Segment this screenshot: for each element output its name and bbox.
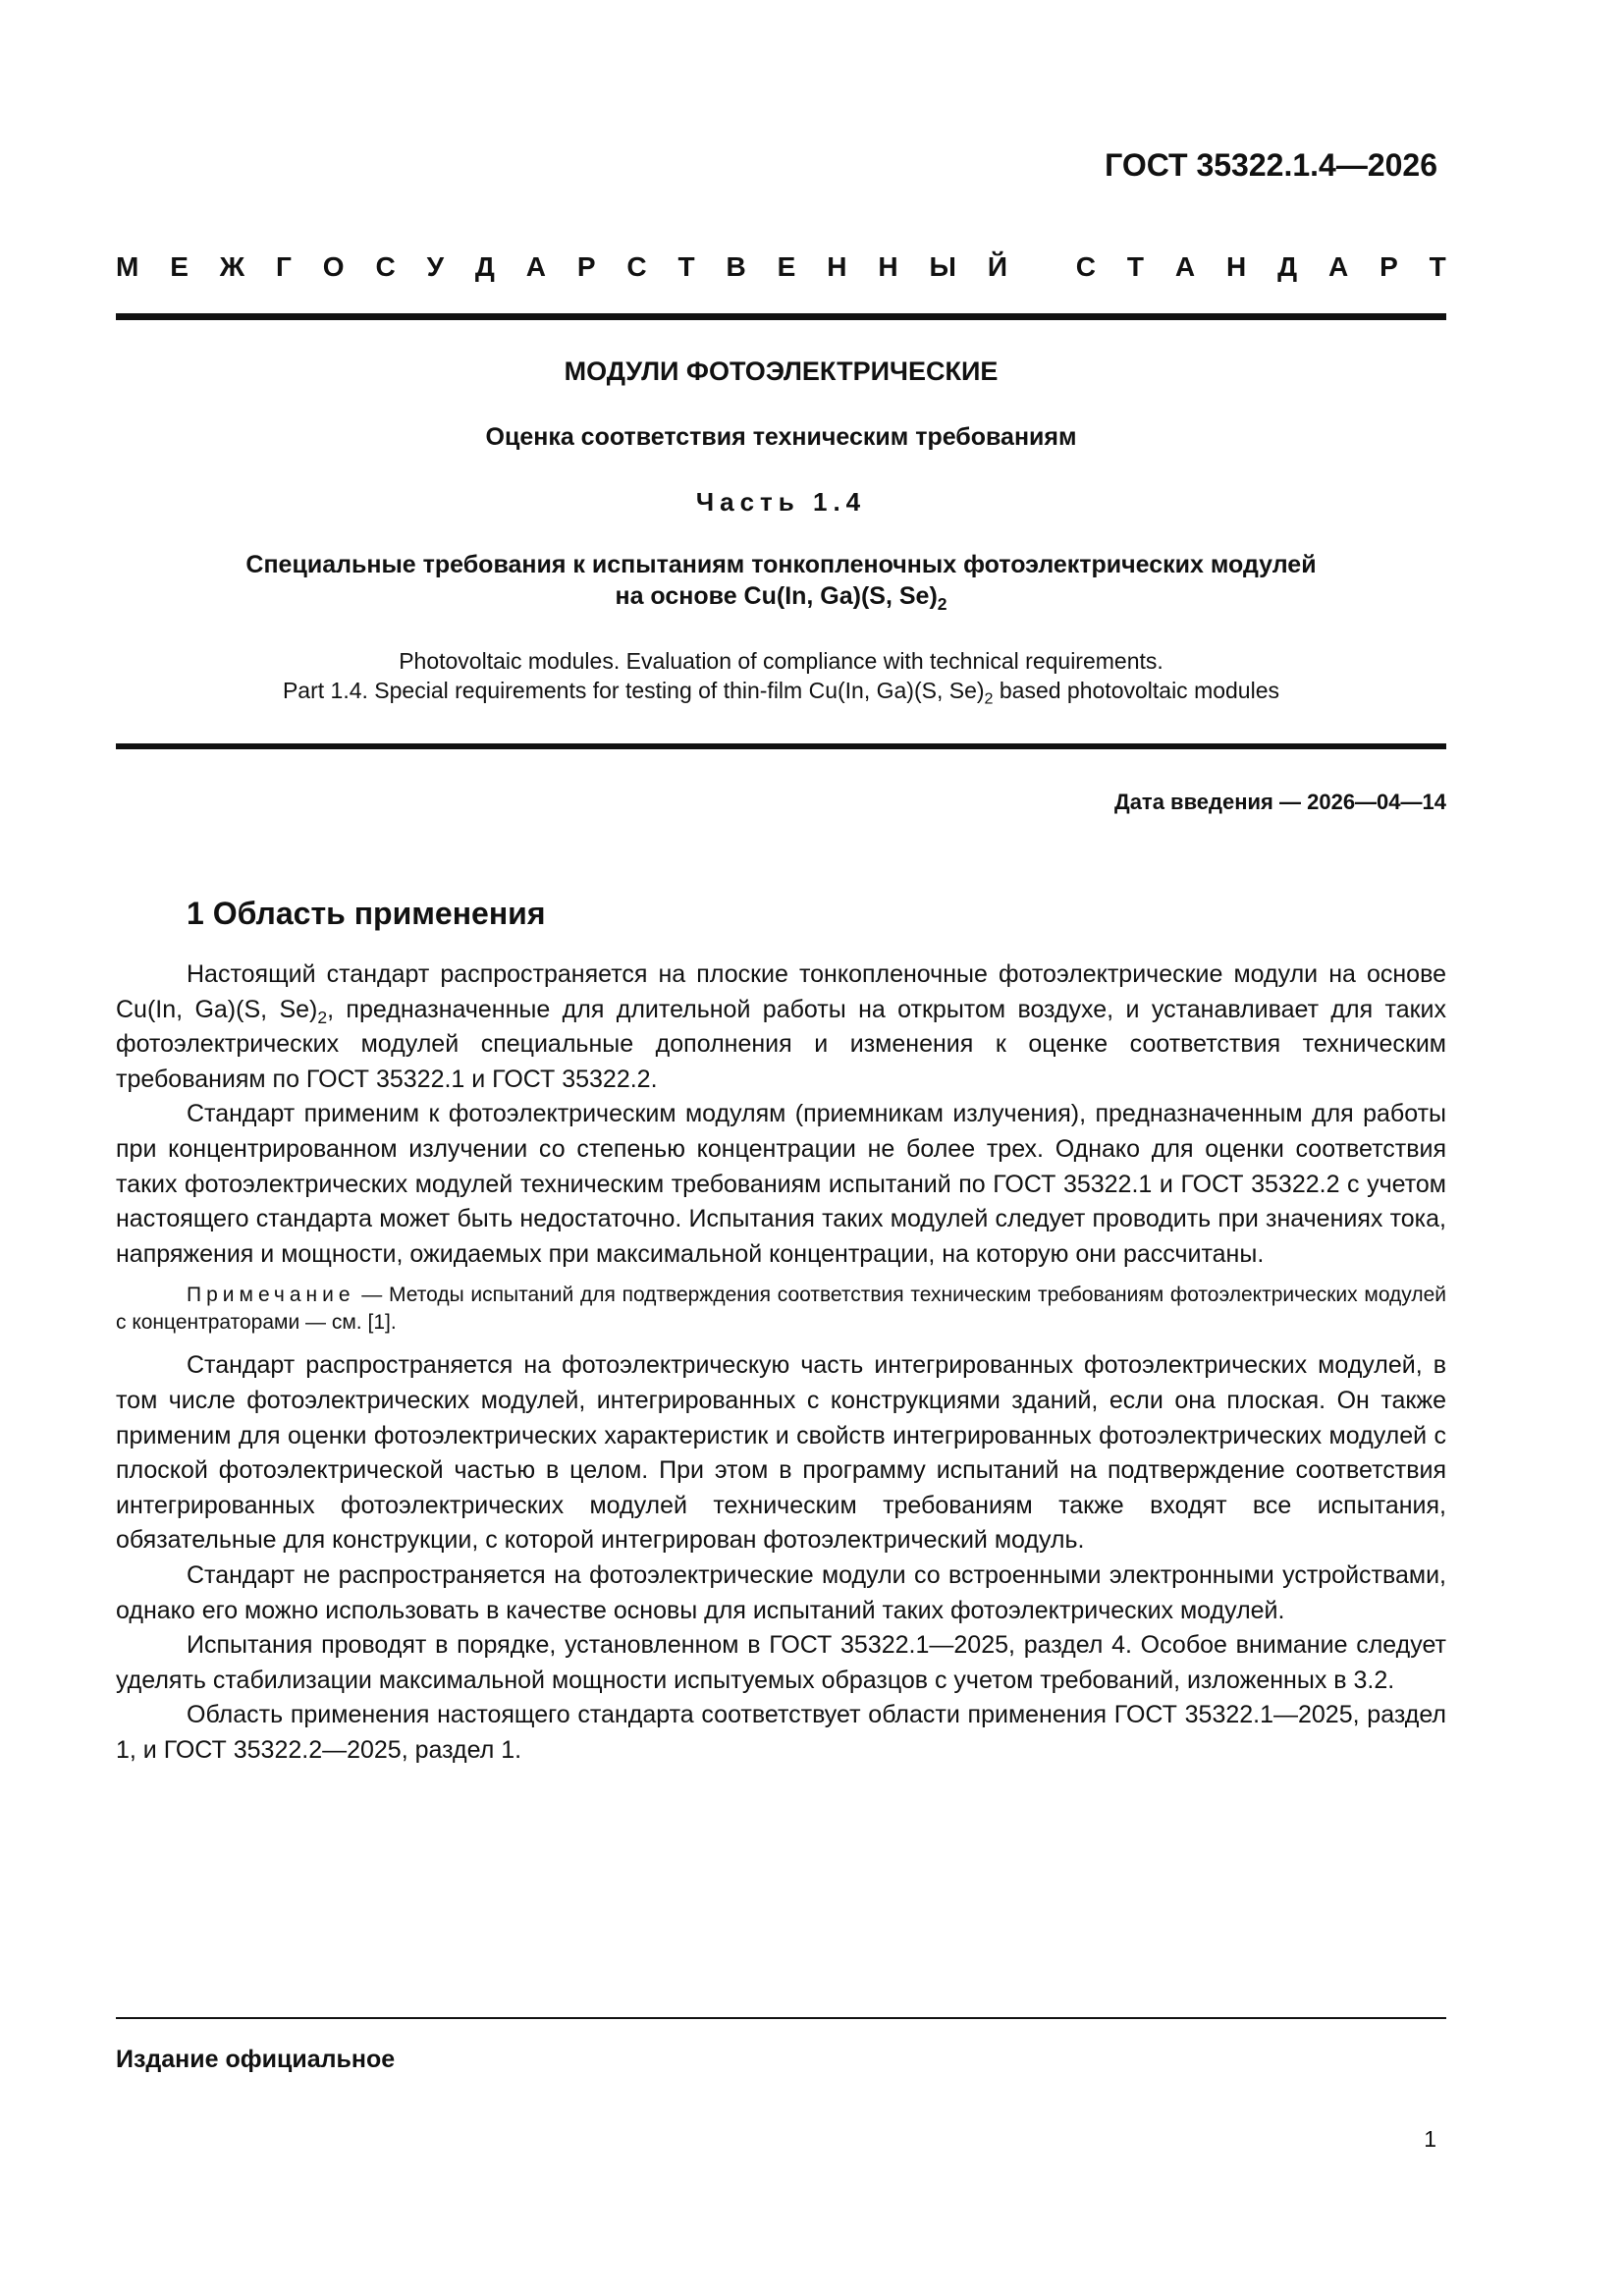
title-special	[116, 549, 1446, 615]
title-special-line2: на основе Cu(In, Ga)(S, $Se)_2$	[615, 582, 947, 615]
title-english	[116, 646, 1446, 708]
title-english-line1: Photovoltaic modules. Evaluation of compliance with technical requirements.	[399, 648, 1163, 674]
banner-letter: Н	[827, 251, 847, 282]
banner-letter: Р	[576, 251, 596, 282]
note	[116, 1282, 1446, 1337]
banner-letter: М	[116, 251, 139, 282]
banner-letter: Т	[1126, 251, 1144, 282]
banner-letter: Т	[1429, 251, 1446, 282]
footer-divider	[116, 2017, 1446, 2019]
banner-letter: Г	[276, 251, 292, 282]
section-heading: 1 Область применения	[187, 896, 546, 931]
banner-letter: Ж	[219, 251, 245, 282]
paragraph: Стандарт не распространяется на фотоэлектрические модули со встроенными электронными устройствами, однако его можно использовать в качестве основы для испытаний таких фотоэлектрических модулей.	[116, 1560, 1446, 1624]
banner-letter: Е	[170, 251, 189, 282]
banner-letter: О	[322, 251, 345, 282]
top-divider	[116, 313, 1446, 320]
banner-letter: Н	[878, 251, 898, 282]
banner-letter: С	[375, 251, 396, 282]
title-part: Часть 1.4	[695, 487, 867, 517]
paragraph: Область применения настоящего стандарта соответствует области применения ГОСТ 35322.1—2025, раздел 1, и ГОСТ 35322.2—2025, раздел 1.	[116, 1701, 1446, 1764]
title-divider	[116, 743, 1446, 749]
banner-letter: А	[1174, 251, 1196, 282]
banner-letter: С	[626, 251, 647, 282]
page-number: 1	[1424, 2126, 1436, 2152]
banner-letter: Т	[677, 251, 695, 282]
title-special-line1: Специальные требования к испытаниям тонкопленочных фотоэлектрических модулей	[245, 551, 1317, 578]
title-main: МОДУЛИ ФОТОЭЛЕКТРИЧЕСКИЕ	[564, 356, 999, 386]
banner-letter: Д	[1277, 251, 1298, 282]
interstate-standard-banner	[116, 251, 1446, 283]
paragraph: Настоящий стандарт распространяется на плоские тонкопленочные фотоэлектрические модули на основе Cu(In, Ga)(S, $Se)_2$, предназначенные для длительной работы на открытом воздухе, и устанавливает для таких фотоэлектрических модулей специальные дополнения и изменения к оценке соответствия техническим требованиям по ГОСТ 35322.1 и ГОСТ 35322.2.	[116, 960, 1446, 1093]
banner-letter: А	[525, 251, 546, 282]
title-sub: Оценка соответствия техническим требованиям	[485, 423, 1077, 451]
banner-letter: С	[1075, 251, 1096, 282]
title-english-line2: Part 1.4. Special requirements for testing of thin-film Cu(In, Ga)(S, $Se)_2$ based photovoltaic modules	[282, 678, 1280, 708]
paragraph: Испытания проводят в порядке, установленном в ГОСТ 35322.1—2025, раздел 4. Особое внимание следует уделять стабилизации максимальной мощности испытуемых образцов с учетом требований, изложенных в 3.2.	[116, 1631, 1446, 1694]
banner-letter: Й	[987, 251, 1007, 282]
banner-letter: Е	[777, 251, 796, 282]
paragraph: Стандарт распространяется на фотоэлектрическую часть интегрированных фотоэлектрических модулей, в том числе фотоэлектрических модулей, интегрированных с конструкциями зданий, если она плоская. Он также применим для оценки фотоэлектрических характеристик и свойств интегрированных фотоэлектрических модулей с плоской фотоэлектрической частью в целом. При этом в программу испытаний на подтверждение соответствия интегрированных фотоэлектрических модулей техническим требованиям также входят все испытания, обязательные для конструкции, с которой интегрирован фотоэлектрический модуль.	[116, 1351, 1446, 1555]
introduction-date: Дата введения — 2026—04—14	[1114, 790, 1446, 814]
official-edition: Издание официальное	[116, 2046, 396, 2073]
banner-letter: У	[426, 251, 444, 282]
banner-letter: Д	[474, 251, 495, 282]
banner-letter: Н	[1225, 251, 1247, 282]
banner-letter: Р	[1380, 251, 1398, 282]
paragraph: Стандарт применим к фотоэлектрическим модулям (приемникам излучения), предназначенным для работы при концентрированном излучении со степенью концентрации не более трех. Однако для оценки соответствия таких фотоэлектрических модулей техническим требованиям испытаний по ГОСТ 35322.1 и ГОСТ 35322.2 с учетом настоящего стандарта может быть недостаточно. Испытания таких модулей следует проводить при значениях тока, напряжения и мощности, ожидаемых при максимальной концентрации, на которую они рассчитаны.	[116, 1100, 1446, 1268]
banner-letter: В	[726, 251, 746, 282]
note-label: Примечание	[187, 1284, 355, 1307]
section-body	[116, 957, 1446, 1768]
word-gap	[1039, 251, 1045, 283]
document-number: ГОСТ 35322.1.4—2026	[1105, 147, 1437, 183]
banner-letter: А	[1327, 251, 1349, 282]
banner-letter: Ы	[929, 251, 956, 282]
note-text: — Методы испытаний для подтверждения соответствия техническим требованиям фотоэлектрических модулей с концентраторами — см. [1].	[116, 1284, 1446, 1335]
